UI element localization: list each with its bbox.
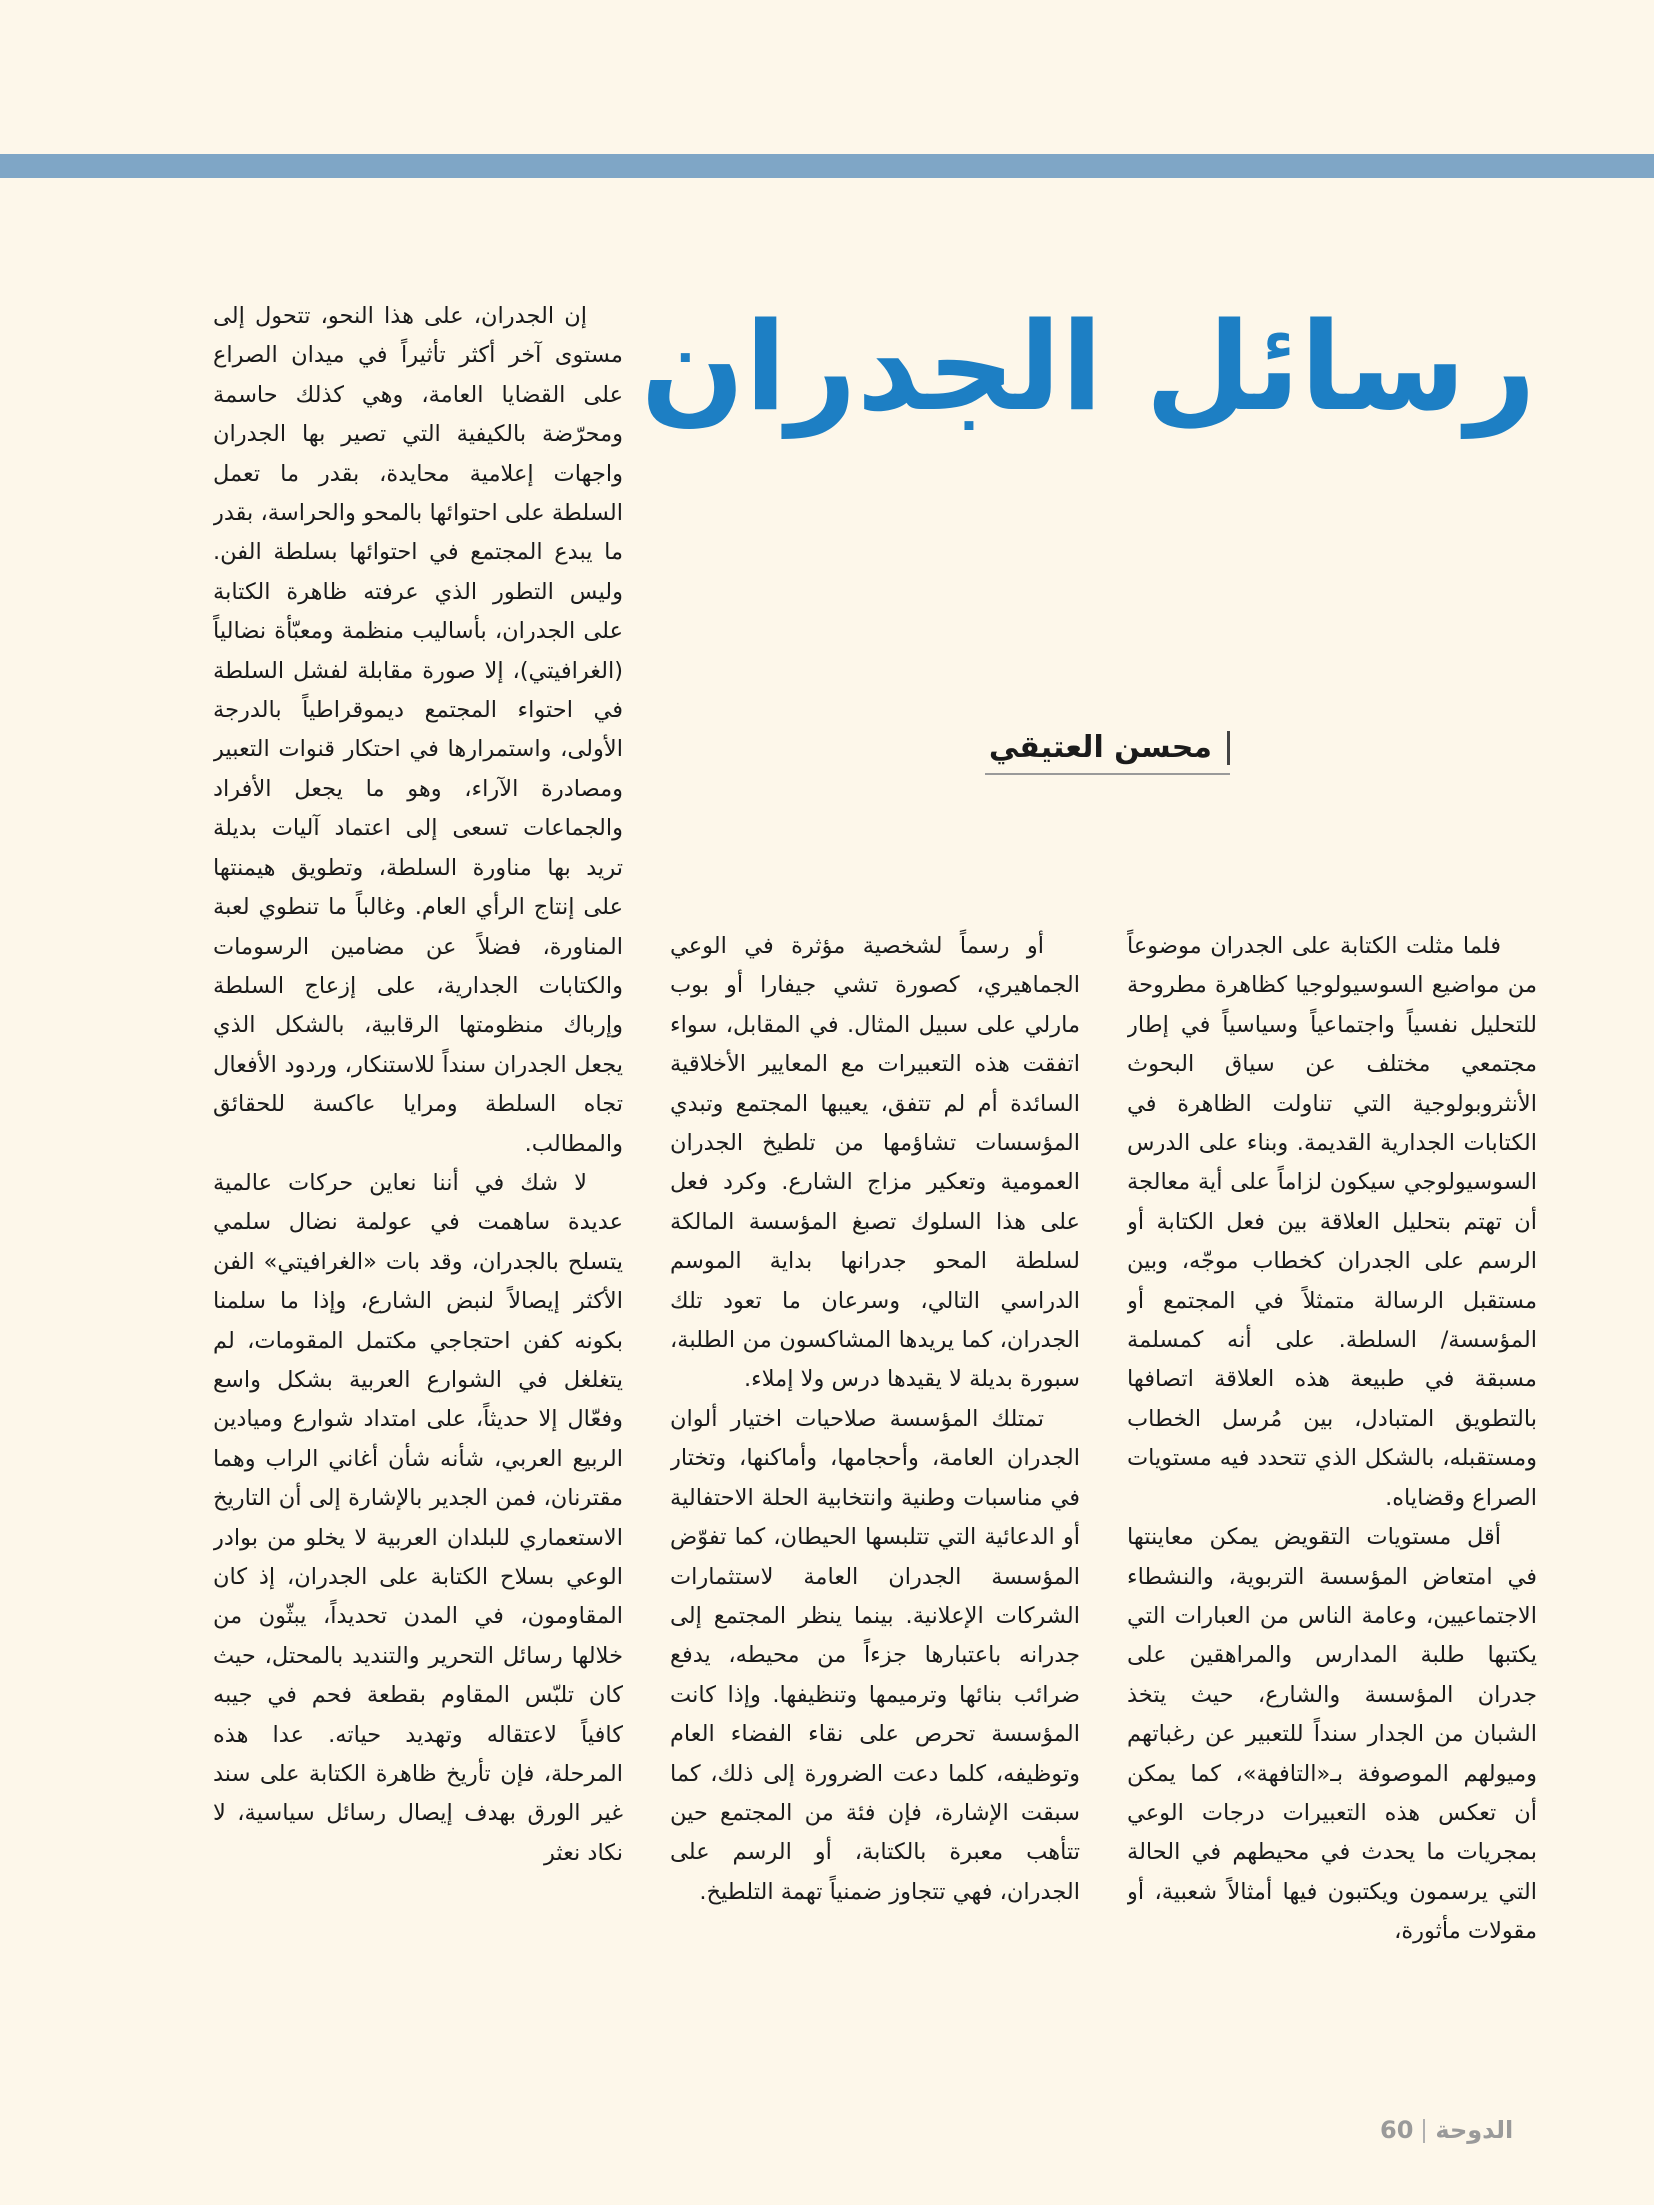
text-column-left <box>213 297 623 2057</box>
paragraph: أو رسماً لشخصية مؤثرة في الوعي الجماهيري، كصورة تشي جيفارا أو بوب مارلي على سبيل المثال. في المقابل، سواء اتفقت هذه التعبيرات مع المعايير الأخلاقية السائدة أم لم تتفق، يعيبها المجتمع وتبدي المؤسسات تشاؤمها من تلطيخ الجدران العمومية وتعكير مزاج الشارع. وكرد فعل على هذا السلوك تصبغ المؤسسة المالكة لسلطة المحو جدرانها بداية الموسم الدراسي التالي، وسرعان ما تعود تلك الجدران، كما يريدها المشاكسون من الطلبة، سبورة بديلة لا يقيدها درس ولا إملاء. <box>670 933 1080 1393</box>
magazine-name: الدوحة <box>1435 2116 1514 2144</box>
page-number: 60 <box>1380 2116 1414 2144</box>
author-byline <box>985 730 1230 775</box>
text-column-middle <box>670 927 1080 2057</box>
paragraph: أقل مستويات التقويض يمكن معاينتها في امتعاض المؤسسة التربوية، والنشطاء الاجتماعيين، وعامة الناس من العبارات التي يكتبها طلبة المدارس والمراهقين على جدران المؤسسة والشارع، حيث يتخذ الشبان من الجدار سنداً للتعبير عن رغباتهم وميولهم الموصوفة بـ«التافهة»، كما يمكن أن تعكس هذه التعبيرات درجات الوعي بمجريات ما يحدث في محيطهم في الحالة التي يرسمون ويكتبون فيها أمثالاً شعبية، أو مقولات مأثورة، <box>1127 1524 1537 1945</box>
top-color-band <box>0 154 1654 178</box>
paragraph: لا شك في أننا نعاين حركات عالمية عديدة ساهمت في عولمة نضال سلمي يتسلح بالجدران، وقد بات «الغرافيتي» الفن الأكثر إيصالاً لنبض الشارع، وإذا ما سلمنا بكونه كفن احتجاجي مكتمل المقومات، لم يتغلغل في الشوارع العربية بشكل واسع وفعّال إلا حديثاً، على امتداد شوارع وميادين الربيع العربي، شأنه شأن أغاني الراب وهما مقترنان، فمن الجدير بالإشارة إلى أن التاريخ الاستعماري للبلدان العربية لا يخلو من بوادر الوعي بسلاح الكتابة على الجدران، إذ كان المقاومون، في المدن تحديداً، يبثّون من خلالها رسائل التحرير والتنديد بالمحتل، حيث كان تلبّس المقاوم بقطعة فحم في جيبه كافياً لاعتقاله وتهديد حياته. عدا هذه المرحلة، فإن تأريخ ظاهرة الكتابة على سند غير الورق بهدف إيصال رسائل سياسية، لا نكاد نعثر <box>213 1169 623 1866</box>
page-footer <box>1380 2116 1513 2144</box>
byline-bar <box>1227 731 1230 765</box>
paragraph: فلما مثلت الكتابة على الجدران موضوعاً من مواضيع السوسيولوجيا كظاهرة مطروحة للتحليل نفسياً واجتماعياً وسياسياً في إطار مجتمعي مختلف عن سياق البحوث الأنثروبولوجية التي تناولت الظاهرة في الكتابات الجدارية القديمة. وبناء على الدرس السوسيولوجي سيكون لزاماً على أية معالجة أن تهتم بتحليل العلاقة بين فعل الكتابة أو الرسم على الجدران كخطاب موجّه، وبين مستقبل الرسالة متمثلاً في المجتمع أو المؤسسة/ السلطة. على أنه كمسلمة مسبقة في طبيعة هذه العلاقة اتصافها بالتطويق المتبادل، بين مُرسل الخطاب ومستقبله، بالشكل الذي تتحدد فيه مستويات الصراع وقضاياه. <box>1127 933 1537 1511</box>
author-name: محسن العتيقي <box>988 730 1212 765</box>
footer-divider <box>1423 2119 1425 2143</box>
paragraph: تمتلك المؤسسة صلاحيات اختيار ألوان الجدران العامة، وأحجامها، وأماكنها، وتختار في مناسبات وطنية وانتخابية الحلة الاحتفالية أو الدعائية التي تتلبسها الحيطان، كما تفوّض المؤسسة الجدران العامة لاستثمارات الشركات الإعلانية. بينما ينظر المجتمع إلى جدرانه باعتبارها جزءاً من محيطه، يدفع ضرائب بنائها وترميمها وتنظيفها. وإذا كانت المؤسسة تحرص على نقاء الفضاء العام وتوظيفه، كلما دعت الضرورة إلى ذلك، كما سبقت الإشارة، فإن فئة من المجتمع حين تتأهب معبرة بالكتابة، أو الرسم على الجدران، فهي تتجاوز ضمنياً تهمة التلطيخ. <box>670 1405 1080 1905</box>
article-title: رسائل الجدران <box>640 296 1536 438</box>
text-column-right <box>1127 927 1537 2057</box>
paragraph: إن الجدران، على هذا النحو، تتحول إلى مستوى آخر أكثر تأثيراً في ميدان الصراع على القضايا العامة، وهي كذلك حاسمة ومحرّضة بالكيفية التي تصير بها الجدران واجهات إعلامية محايدة، بقدر ما تعمل السلطة على احتوائها بالمحو والحراسة، بقدر ما يبدع المجتمع في احتوائها بسلطة الفن. وليس التطور الذي عرفته ظاهرة الكتابة على الجدران، بأساليب منظمة ومعبّأة نضالياً (الغرافيتي)، إلا صورة مقابلة لفشل السلطة في احتواء المجتمع ديموقراطياً بالدرجة الأولى، واستمرارها في احتكار قنوات التعبير ومصادرة الآراء، وهو ما يجعل الأفراد والجماعات تسعى إلى اعتماد آليات بديلة تريد بها مناورة السلطة، وتطويق هيمنتها على إنتاج الرأي العام. وغالباً ما تنطوي لعبة المناورة، فضلاً عن مضامين الرسومات والكتابات الجدارية، على إزعاج السلطة وإرباك منظومتها الرقابية، بالشكل الذي يجعل الجدران سنداً للاستنكار، وردود الأفعال تجاه السلطة ومرايا عاكسة للحقائق والمطالب. <box>213 303 623 1157</box>
